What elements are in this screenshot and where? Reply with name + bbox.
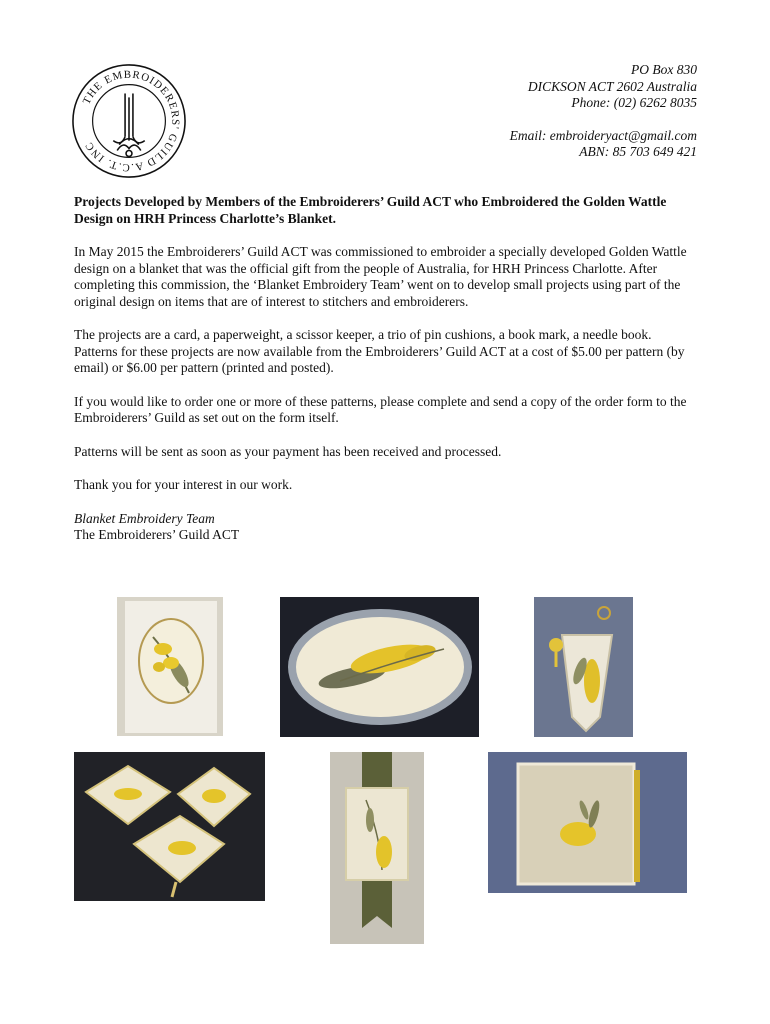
letter-body [74,194,694,544]
phone: Phone: (02) 6262 8035 [571,95,697,110]
paperweight-photo [280,597,479,737]
po-box: PO Box 830 [631,62,697,77]
guild-logo [70,62,188,180]
signature-team: Blanket Embroidery Team [74,510,215,526]
bookmark-photo [330,752,424,944]
paragraph-1: In May 2015 the Embroiderers’ Guild ACT was commissioned to embroider a specially developed Golden Wattle design on a blanket that was the official gift from the people of Australia, for HRH Princess Charlotte. After completing this commission, the ‘Blanket Embroidery Team’ went on to develop small projects using part of the original design on items that are of interest to stitchers and embroiderers. [74,244,687,309]
needle-book-photo [488,752,687,893]
email: Email: embroideryact@gmail.com [509,127,697,143]
city-line: DICKSON ACT 2602 Australia [527,78,697,94]
document-title: Projects Developed by Members of the Embroiderers’ Guild ACT who Embroidered the Golden Wattle Design on HRH Princess Charlotte’s Blanket. [74,194,667,226]
logo-ring-text: THE EMBROIDERERS' GUILD A.C.T. INC [80,68,182,174]
scissor-keeper-photo [534,597,633,737]
paragraph-4: Patterns will be sent as soon as your payment has been received and processed. [74,443,502,459]
address-block [510,62,697,161]
paragraph-5: Thank you for your interest in our work. [74,477,293,492]
pin-cushions-photo [74,752,265,901]
signature-org: The Embroiderers’ Guild ACT [74,527,240,542]
card-photo [117,597,223,736]
paragraph-2: The projects are a card, a paperweight, a scissor keeper, a trio of pin cushions, a book mark, a needle book. Patterns for these projects are now available from the Embroiderers’ Guild ACT at a cost of $5.00 per pattern (by email) or $6.00 per pattern (printed and posted). [74,327,685,375]
paragraph-3: If you would like to order one or more of these patterns, please complete and send a copy of the order form to the Embroiderers’ Guild as set out on the form itself. [74,393,687,425]
abn: ABN: 85 703 649 421 [579,144,697,159]
